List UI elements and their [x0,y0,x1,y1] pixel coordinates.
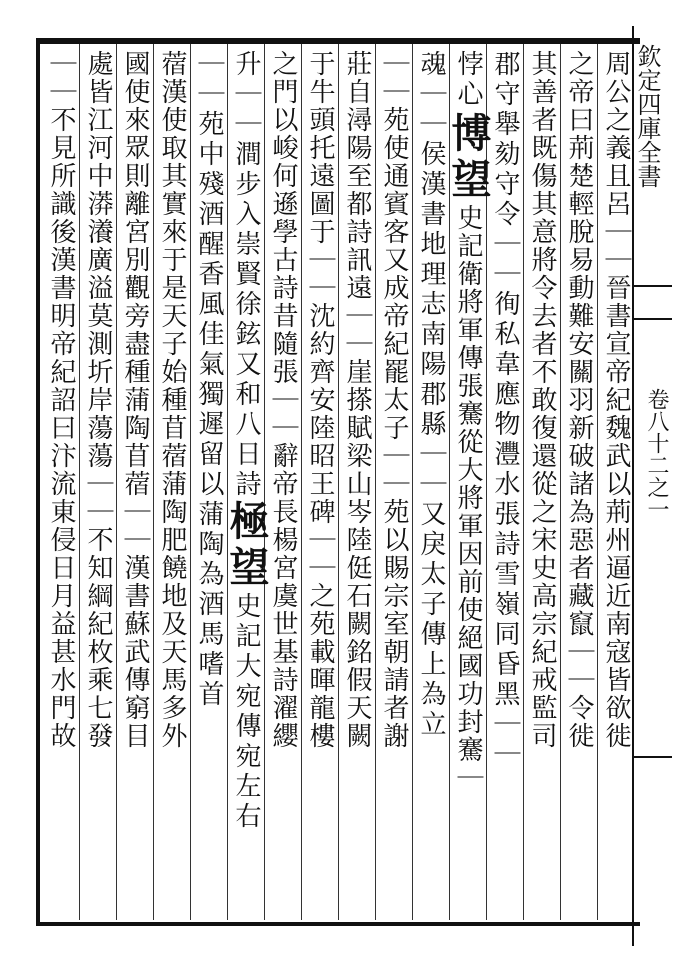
volume-label: 卷八十二之一 [644,388,669,520]
text-column: 處皆江河中漭瀁廣溢莫測圻岸蕩蕩｜｜不知綱紀枚乘七發 [83,50,113,750]
text-column: 周公之義且呂｜｜晉書宣帝紀魏武以荊州逼近南寇皆欲徙 [601,50,631,750]
text-column: 莊自潯陽至都詩訊遠｜｜崖搽賦梁山岑陸侹石闕銘假天闕 [342,50,372,750]
text-column-fragment: 悖心 [453,50,483,110]
column-rule [375,44,376,920]
text-column: 郡守舉劾守令｜｜徇私韋應物灃水張詩雪嶺同昏黑｜｜ [490,50,520,770]
column-rule [338,44,339,920]
column-rule [523,44,524,920]
spine-title: 欽定四庫全書 [633,44,661,188]
column-text: 史記大宛傳宛左右 [231,592,261,832]
text-column: 蓿漢使取其實來于是天子始種苜蓿蒲陶肥饒地及天馬多外 [157,50,187,750]
spine-mark [632,756,672,758]
text-column: 于牛頭托遠圖于｜｜沈約齊安陸昭王碑｜｜之苑載暉龍樓 [305,50,335,750]
text-column: 其善者既傷其意將令去者不敢復還從之宋史高宗紀戒監司 [527,50,557,750]
column-rule [79,44,80,920]
text-column: ｜｜不見所識後漢書明帝紀詔曰汴流東侵日月益甚水門故 [46,50,76,750]
text-column: ｜｜苑中殘酒醒香風佳氣獨遲留以蒲陶為酒馬嗜首 [194,50,224,710]
text-column: 之門以峻何遜學古詩昔隨張｜｜辭帝長楊宮虞世基詩濯纓 [268,50,298,750]
column-rule [412,44,413,920]
text-column [223,50,270,920]
column-rule [264,44,265,920]
column-rule [560,44,561,920]
column-rule [301,44,302,920]
heading-term: 極望 [223,500,270,592]
spine-mark [632,318,672,320]
column-text: 升｜｜澗步入崇賢徐鉉又和八日詩 [231,50,261,500]
heading-term: 博望 [445,112,492,204]
text-column: 國使來眾則離宮別觀旁盡種蒲陶苜蓿｜｜漢書蘇武傳窮目 [120,50,150,750]
spine-mark [632,285,672,287]
column-rule [597,44,598,920]
column-rule [153,44,154,920]
text-column: 之帝曰荊楚輕脫易動難安關羽新破諸為惡者藏竄｜｜令徙 [564,50,594,750]
column-rule [190,44,191,920]
text-column: ｜｜苑使通賓客又成帝紀罷太子｜｜苑以賜宗室朝請者謝 [379,50,409,750]
text-column [445,112,492,920]
text-column: 魂｜｜侯漢書地理志南陽郡縣｜｜又戾太子傳上為立 [416,50,446,740]
column-rule [116,44,117,920]
column-rule [227,44,228,920]
column-text: 史記衛將軍傳張騫從大將軍因前使絕國功封騫｜ [453,204,483,792]
